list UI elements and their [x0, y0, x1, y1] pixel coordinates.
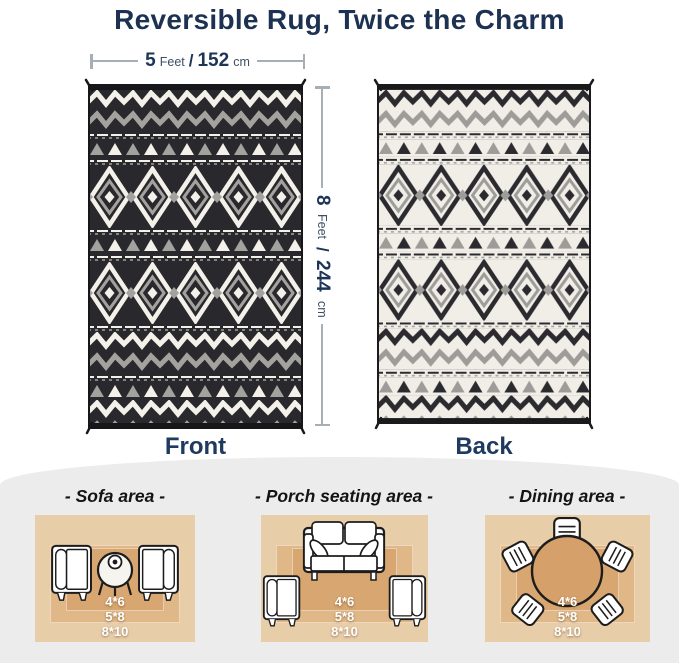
size-label: 5*8 [334, 609, 355, 624]
dimension-endcap [303, 54, 306, 69]
porch-area-title: - Porch seating area - [255, 486, 433, 506]
width-dimension-text [145, 50, 250, 72]
sofa-area-title: - Sofa area - [64, 486, 166, 506]
height-dimension-annotation [309, 86, 335, 426]
loveseat-sofa [304, 522, 384, 580]
dimension-line [321, 89, 324, 188]
front-rug-image [88, 84, 303, 429]
width-feet-unit: Feet [159, 55, 185, 69]
dining-area-title: - Dining area - [508, 486, 626, 506]
size-label: 8*10 [101, 624, 129, 639]
width-feet-value: 5 [145, 50, 156, 71]
dimension-endcap [315, 424, 330, 427]
size-label: 8*10 [554, 624, 581, 639]
width-cm-unit: cm [233, 55, 250, 69]
round-side-table [98, 553, 132, 596]
back-rug-label: Back [455, 433, 513, 460]
height-cm-value: 244 [312, 260, 333, 293]
size-label: 4*6 [105, 594, 125, 609]
size-label: 5*8 [105, 609, 125, 624]
back-rug-image [377, 84, 591, 424]
height-separator: / [313, 247, 332, 252]
width-separator: / [188, 51, 194, 70]
page-title: Reversible Rug, Twice the Charm [114, 4, 565, 35]
size-label: 5*8 [557, 609, 578, 624]
dimension-line [257, 60, 303, 63]
height-cm-unit: cm [315, 300, 329, 318]
width-cm-value: 152 [197, 50, 230, 71]
height-feet-value: 8 [312, 194, 333, 206]
size-label: 8*10 [331, 624, 358, 639]
width-dimension-annotation [90, 48, 305, 74]
height-feet-unit: Feet [315, 213, 329, 239]
dining-area-diagram [485, 515, 650, 642]
dimension-line [321, 324, 324, 423]
size-label: 4*6 [334, 594, 355, 609]
front-rug-label: Front [164, 433, 227, 460]
sofa-area-diagram [35, 515, 195, 642]
dimension-line [93, 60, 139, 63]
height-dimension-text [311, 195, 333, 318]
porch-area-diagram [261, 515, 428, 642]
size-label: 4*6 [557, 594, 578, 609]
